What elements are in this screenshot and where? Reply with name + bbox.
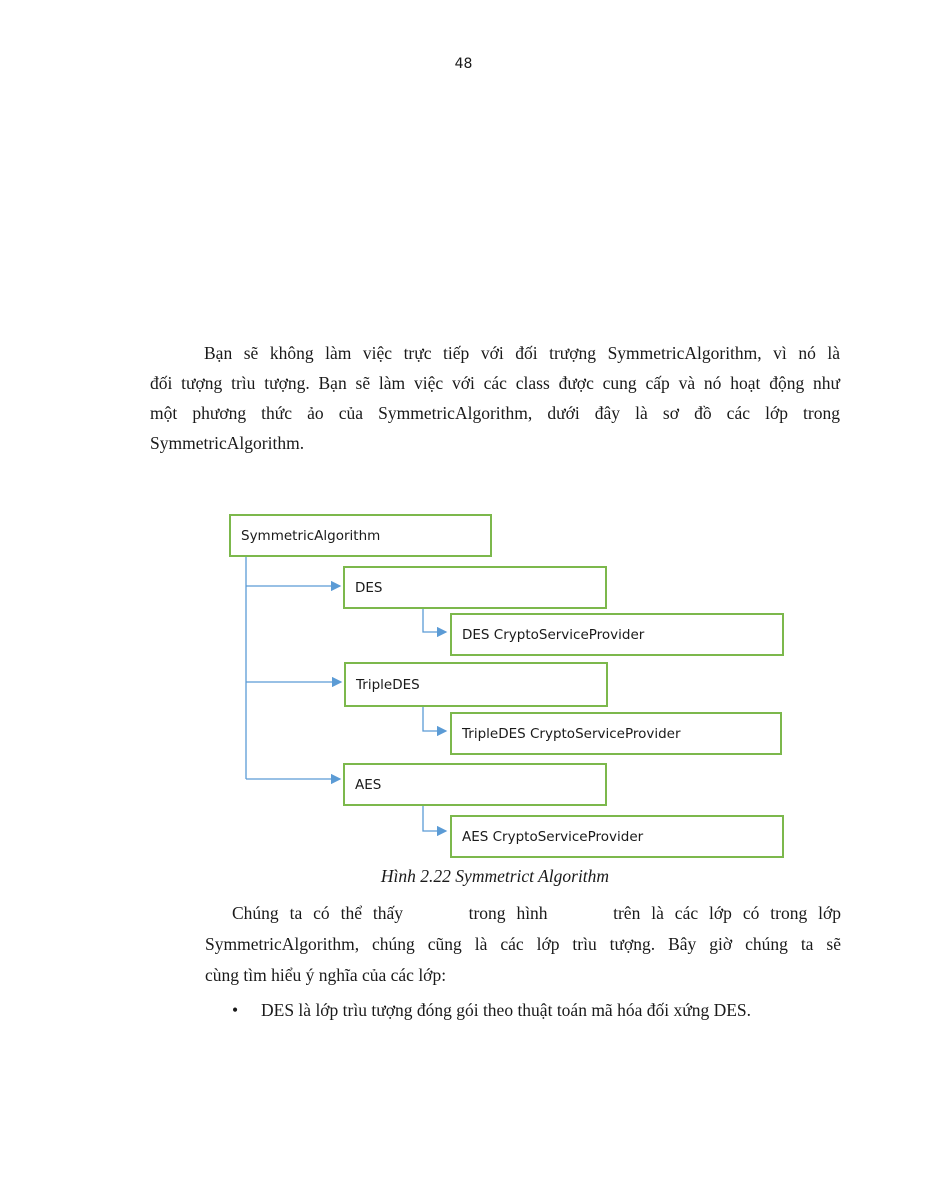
paragraph-line: cùng tìm hiểu ý nghĩa của các lớp: (205, 965, 447, 985)
page-number: 48 (454, 56, 473, 72)
figure-caption: Hình 2.22 Symmetrict Algorithm (380, 866, 610, 886)
bullet-text: DES là lớp trìu tượng đóng gói theo thuật toán mã hóa đối xứng DES. (261, 1000, 751, 1020)
paragraph-line: đối tượng trìu tượng. Bạn sẽ làm việc với các class được cung cấp và nó hoạt động như (150, 373, 840, 393)
paragraph-line: SymmetricAlgorithm. (150, 433, 305, 453)
paragraph-line: một phương thức ảo của SymmetricAlgorithm, dưới đây là sơ đồ các lớp trong (150, 403, 840, 423)
class-box-aes: AES (343, 763, 607, 806)
body-paragraph (205, 898, 841, 991)
arrow-des-to-provider (423, 609, 446, 632)
arrow-tripledes-to-provider (423, 707, 446, 731)
bullet-item (232, 1000, 751, 1021)
provider-box-des: DES CryptoServiceProvider (450, 613, 784, 656)
bullet-icon: • (232, 1000, 239, 1020)
root-class-box: SymmetricAlgorithm (229, 514, 492, 557)
provider-box-aes: AES CryptoServiceProvider (450, 815, 784, 858)
paragraph-line: Chúng ta có thể thấy trong hình trên là các lớp có trong lớp (232, 903, 841, 923)
arrow-aes-to-provider (423, 806, 446, 831)
provider-box-tripledes: TripleDES CryptoServiceProvider (450, 712, 782, 755)
class-box-tripledes: TripleDES (344, 662, 608, 707)
paragraph-line: SymmetricAlgorithm, chúng cũng là các lớp trìu tượng. Bây giờ chúng ta sẽ (205, 934, 841, 954)
class-box-des: DES (343, 566, 607, 609)
paragraph-line: Bạn sẽ không làm việc trực tiếp với đối trượng SymmetricAlgorithm, vì nó là (204, 343, 840, 363)
